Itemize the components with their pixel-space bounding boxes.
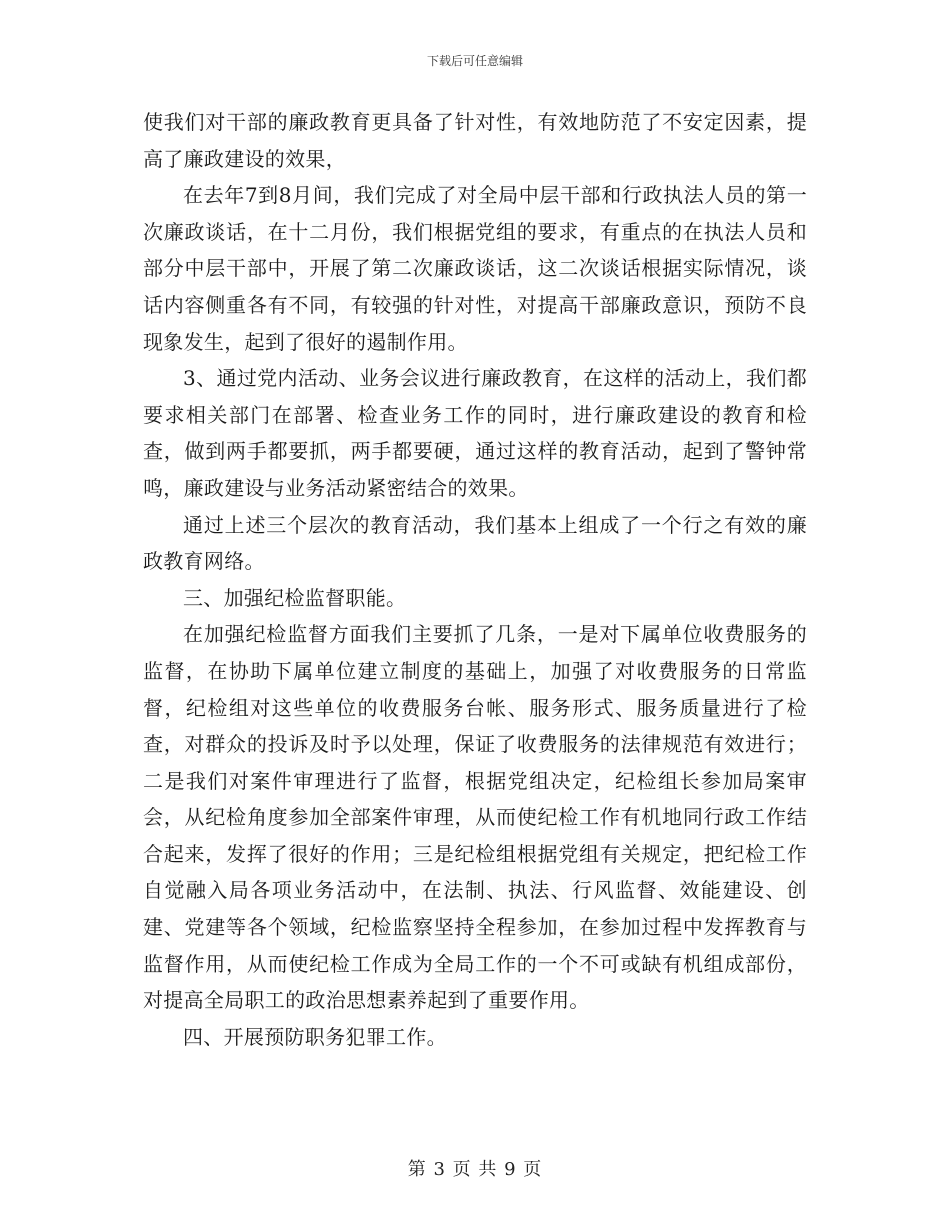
section-heading-4: 四、开展预防职务犯罪工作。: [183, 1024, 447, 1049]
paragraph-6: 在加强纪检监督方面我们主要抓了几条，一是对下属单位收费服务的监督，在协助下属单位建立制度的基础上，加强了对收费服务的日常监督，纪检组对这些单位的收费服务台帐、服务形式、服务质量进行了检查，对群众的投诉及时予以处理，保证了收费服务的法律规范有效进行；二是我们对案件审理进行了监督，根据党组决定，纪检组长参加局案审会，从纪检角度参加全部案件审理，从而使纪检工作有机地同行政工作结合起来，发挥了很好的作用；三是纪检组根据党组有关规定，把纪检工作自觉融入局各项业务活动中，在法制、执法、行风监督、效能建设、创建、党建等各个领域，纪检监察坚持全程参加，在参加过程中发挥教育与监督作用，从而使纪检工作成为全局工作的一个不可或缺有机组成部份，对提高全局职工的政治思想素养起到了重要作用。: [143, 622, 807, 1013]
page-header: 下载后可任意编辑: [426, 54, 523, 68]
paragraph-2: 在去年7到8月间，我们完成了对全局中层干部和行政执法人员的第一次廉政谈话，在十二月份，我们根据党组的要求，有重点的在执法人员和部分中层干部中，开展了第二次廉政谈话，这二次谈话根据实际情况，谈话内容侧重各有不同，有较强的针对性，对提高干部廉政意识，预防不良现象发生，起到了很好的遏制作用。: [143, 183, 807, 354]
page-number: 第 3 页 共 9 页: [407, 1159, 543, 1180]
paragraph-4: 通过上述三个层次的教育活动，我们基本上组成了一个行之有效的廉政教育网络。: [143, 512, 807, 574]
section-heading-3: 三、加强纪检监督职能。: [183, 585, 407, 610]
paragraph-3: 3、通过党内活动、业务会议进行廉政教育，在这样的活动上，我们都要求相关部门在部署、检查业务工作的同时，进行廉政建设的教育和检查，做到两手都要抓，两手都要硬，通过这样的教育活动，起到了警钟常鸣，廉政建设与业务活动紧密结合的效果。: [143, 366, 807, 500]
document-body: [143, 104, 807, 1055]
paragraph-1: 使我们对干部的廉政教育更具备了针对性，有效地防范了不安定因素，提高了廉政建设的效果，: [143, 110, 807, 171]
